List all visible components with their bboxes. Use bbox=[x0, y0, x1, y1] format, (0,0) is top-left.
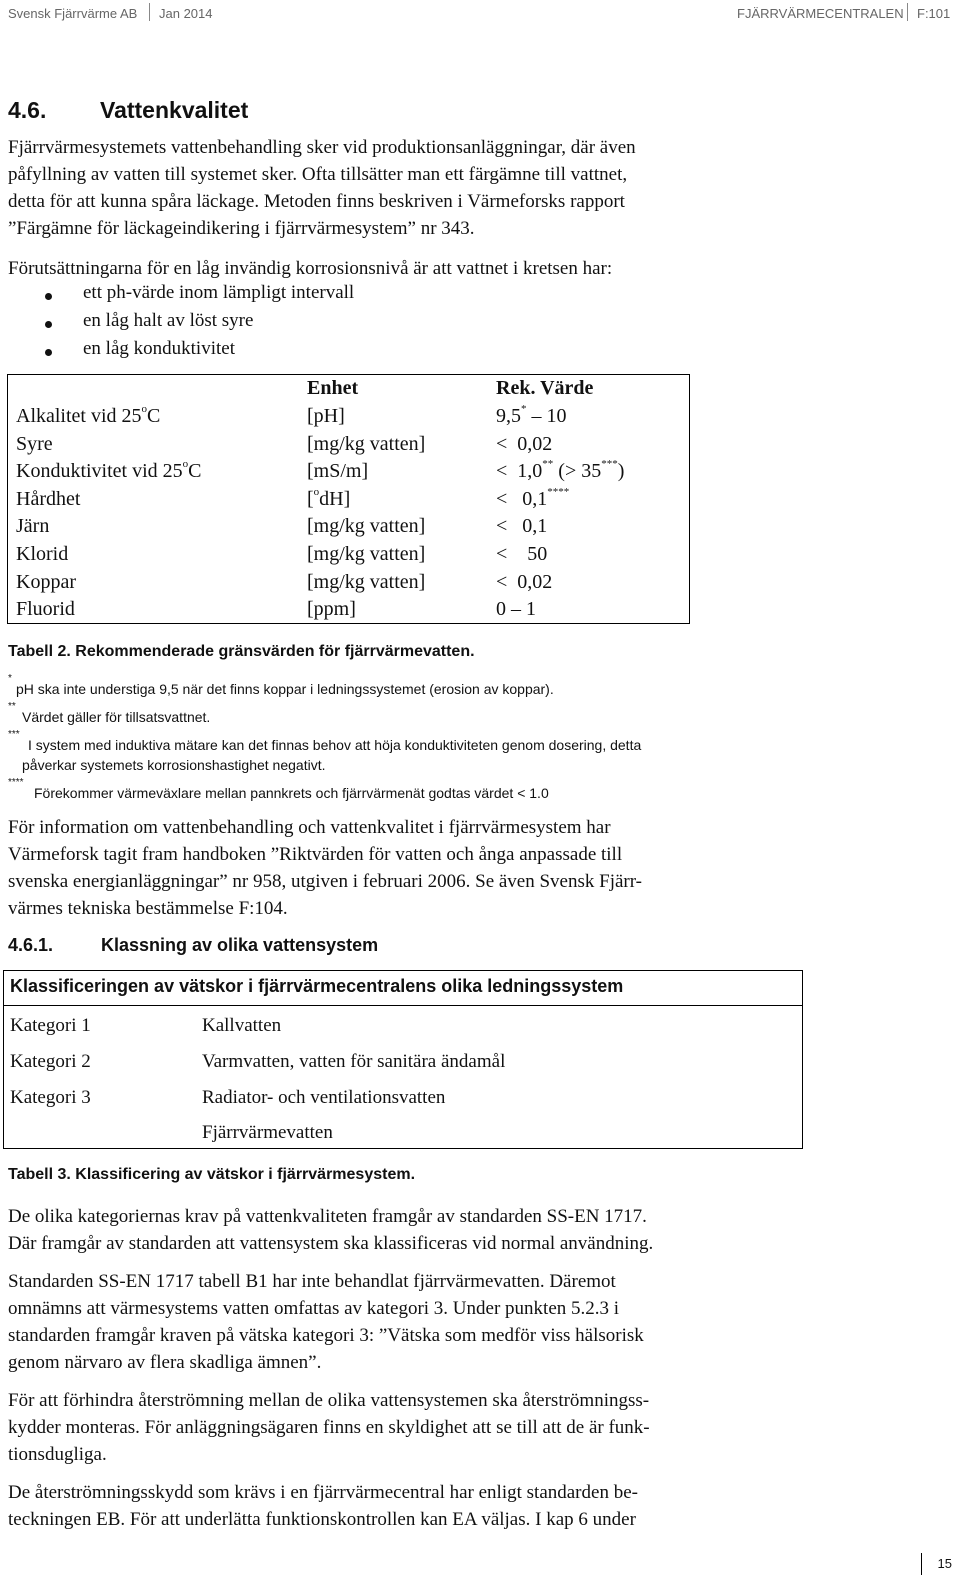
info-line: För information om vattenbehandling och vattenkvalitet i fjärrvärmesystem har bbox=[8, 817, 611, 838]
superscript: ** bbox=[542, 458, 554, 471]
intro-line: Fjärrvärmesystemets vattenbehandling sker vid produktionsanläggningar, där även bbox=[8, 137, 636, 158]
info-line: Värmeforsk tagit fram handboken ”Riktvärden för vatten och ånga anpassade till bbox=[8, 844, 623, 865]
table-row bbox=[8, 596, 689, 624]
superscript: * bbox=[521, 403, 527, 415]
paragraph-line: genom närvaro av flera skadliga ämnen”. bbox=[8, 1352, 322, 1373]
unit-cell: [$^o$dH] bbox=[307, 485, 351, 510]
parameter-cell: Koppar bbox=[16, 570, 76, 593]
unit-cell: [mS/m] bbox=[307, 460, 369, 483]
paragraph-line: De återströmningsskydd som krävs i en fjärrvärmecentral har enligt standarden be- bbox=[8, 1482, 638, 1503]
description-cell: Radiator- och ventilationsvatten bbox=[202, 1087, 446, 1108]
footnotes bbox=[8, 673, 948, 803]
paragraph-line: För att förhindra återströmning mellan de olika vattensystemen ska återströmningss- bbox=[8, 1390, 650, 1411]
table-row bbox=[8, 458, 689, 486]
header-date: Jan 2014 bbox=[159, 6, 213, 21]
table-row bbox=[8, 569, 689, 597]
parameter-cell: Klorid bbox=[16, 543, 69, 565]
unit-cell: [mg/kg vatten] bbox=[307, 515, 426, 538]
intro-line: detta för att kunna spåra läckage. Metoden finns beskriven i Värmeforsks rapport bbox=[8, 191, 625, 212]
parameter-cell: Hårdhet bbox=[16, 487, 81, 510]
paragraph bbox=[8, 1387, 948, 1468]
closing-paragraphs bbox=[8, 1203, 948, 1544]
paragraph-line: teckningen EB. För att underlätta funktionskontrollen kan EA väljas. I kap 6 under bbox=[8, 1509, 636, 1530]
info-line: värmes tekniska bestämmelse F:104. bbox=[8, 898, 288, 919]
unit-cell: [ppm] bbox=[307, 598, 356, 621]
value-cell: 9,5* – 10 bbox=[496, 403, 567, 427]
paragraph-line: standarden framgår kraven på vätska kategori 3: ”Vätska som medför viss hälsorisk bbox=[8, 1325, 644, 1346]
page-number-divider bbox=[921, 1553, 922, 1575]
paragraph bbox=[8, 1268, 948, 1376]
superscript: o bbox=[313, 485, 320, 498]
intro-paragraph bbox=[8, 134, 948, 242]
footnote-line: påverkar systemets korrosionshastighet negativt. bbox=[22, 757, 326, 773]
superscript: o bbox=[141, 403, 148, 415]
info-paragraph bbox=[8, 814, 948, 922]
footnote-line: Värdet gäller för tillsatsvattnet. bbox=[22, 709, 211, 725]
intro-line: ”Färgämne för läckageindikering i fjärrvärmesystem” nr 343. bbox=[8, 218, 475, 239]
description-cell: Varmvatten, vatten för sanitära ändamål bbox=[202, 1051, 506, 1072]
bullet-icon bbox=[45, 293, 52, 300]
unit-cell: [mg/kg vatten] bbox=[307, 543, 426, 565]
parameter-cell: Konduktivitet vid 25$^o$C bbox=[16, 458, 202, 483]
table-row bbox=[8, 513, 689, 541]
paragraph-line: kydder monteras. För anläggningsägaren finns en skyldighet att se till att de är funk- bbox=[8, 1417, 650, 1438]
column-header-value: Rek. Värde bbox=[496, 377, 594, 399]
header-doc-code: F:101 bbox=[917, 6, 951, 21]
subsection-number: 4.6.1. bbox=[8, 935, 54, 955]
paragraph-line: tionsdugliga. bbox=[8, 1444, 107, 1465]
footnote-mark: * bbox=[8, 673, 12, 684]
table-row bbox=[8, 431, 689, 459]
prereq-intro: Förutsättningarna för en låg invändig korrosionsnivå är att vattnet i kretsen har: bbox=[8, 258, 613, 279]
description-cell: Fjärrvärmevatten bbox=[202, 1122, 333, 1143]
table3-caption: Tabell 3. Klassificering av vätskor i fjärrvärmesystem. bbox=[8, 1166, 416, 1183]
table-row bbox=[8, 486, 689, 514]
category-cell: Kategori 3 bbox=[10, 1087, 91, 1108]
intro-line: påfyllning av vatten till systemet sker. Ofta tillsätter man ett färgämne till vattnet, bbox=[8, 164, 628, 185]
classification-table bbox=[3, 970, 803, 1149]
paragraph bbox=[8, 1479, 948, 1533]
value-cell: < 0,1 bbox=[496, 515, 548, 538]
paragraph-line: De olika kategoriernas krav på vattenkvaliteten framgår av standarden SS-EN 1717. bbox=[8, 1206, 647, 1227]
table-divider bbox=[4, 1005, 802, 1006]
value-cell: 0 – 1 bbox=[496, 598, 536, 621]
table-header-row bbox=[8, 375, 689, 403]
table-row bbox=[8, 403, 689, 431]
footnote-mark: **** bbox=[8, 777, 24, 788]
subsection-title: Klassning av olika vattensystem bbox=[101, 935, 379, 955]
category-cell: Kategori 1 bbox=[10, 1015, 91, 1036]
footnote-line: pH ska inte understiga 9,5 när det finns koppar i ledningssystemet (erosion av koppar). bbox=[16, 681, 554, 697]
paragraph-line: Där framgår av standarden att vattensystem ska klassificeras vid normal användning. bbox=[8, 1233, 654, 1254]
value-cell: < 50 bbox=[496, 543, 548, 565]
bullet-label: en låg halt av löst syre bbox=[83, 310, 254, 331]
bullet-icon bbox=[45, 321, 52, 328]
category-cell: Kategori 2 bbox=[10, 1051, 91, 1072]
value-cell: < 0,02 bbox=[496, 432, 553, 455]
footnote-line: I system med induktiva mätare kan det finnas behov att höja konduktiviteten genom dosering, detta bbox=[28, 737, 642, 753]
description-cell: Kallvatten bbox=[202, 1015, 282, 1036]
bullet-label: ett ph-värde inom lämpligt intervall bbox=[83, 282, 355, 303]
header-divider bbox=[149, 3, 150, 21]
unit-cell: [mg/kg vatten] bbox=[307, 432, 426, 455]
info-line: svenska energianläggningar” nr 958, utgiven i februari 2006. Se även Svensk Fjärr- bbox=[8, 871, 643, 892]
unit-cell: [pH] bbox=[307, 405, 345, 427]
page-number: 15 bbox=[937, 1556, 952, 1571]
unit-cell: [mg/kg vatten] bbox=[307, 570, 426, 593]
value-cell: < 0,02 bbox=[496, 570, 553, 593]
footnote-mark: *** bbox=[8, 729, 20, 740]
header-doc-title: FJÄRRVÄRMECENTRALEN bbox=[737, 6, 904, 21]
superscript: **** bbox=[547, 485, 570, 498]
parameter-cell: Fluorid bbox=[16, 598, 75, 621]
superscript: *** bbox=[601, 458, 618, 471]
section-number: 4.6. bbox=[8, 97, 47, 123]
water-limits-table bbox=[7, 374, 690, 624]
paragraph-line: Standarden SS-EN 1717 tabell B1 har inte behandlat fjärrvärmevatten. Däremot bbox=[8, 1271, 616, 1292]
table2-caption: Tabell 2. Rekommenderade gränsvärden för fjärrvärmevatten. bbox=[8, 643, 475, 660]
bullet-list bbox=[45, 282, 545, 372]
footnote-mark: ** bbox=[8, 701, 16, 712]
section-title: Vattenkvalitet bbox=[100, 97, 249, 123]
parameter-cell: Alkalitet vid 25$^o$C bbox=[16, 403, 161, 427]
bullet-icon bbox=[45, 349, 52, 356]
paragraph-line: omnämns att värmesystems vatten omfattas av kategori 3. Under punkten 5.2.3 i bbox=[8, 1298, 620, 1319]
superscript: o bbox=[182, 458, 189, 471]
bullet-label: en låg konduktivitet bbox=[83, 338, 235, 359]
value-cell: < 1,0** (> 35***) bbox=[496, 458, 625, 483]
column-header-unit: Enhet bbox=[307, 377, 359, 399]
header-divider bbox=[907, 3, 908, 21]
header-company: Svensk Fjärrvärme AB bbox=[8, 6, 138, 21]
parameter-cell: Järn bbox=[16, 515, 50, 538]
table-row bbox=[8, 541, 689, 569]
paragraph bbox=[8, 1203, 948, 1257]
value-cell: < 0,1**** bbox=[496, 485, 570, 510]
parameter-cell: Syre bbox=[16, 432, 53, 455]
table-heading: Klassificeringen av vätskor i fjärrvärmecentralens olika ledningssystem bbox=[10, 976, 624, 996]
footnote-line: Förekommer värmeväxlare mellan pannkrets och fjärrvärmenät godtas värdet < 1.0 bbox=[34, 785, 549, 801]
